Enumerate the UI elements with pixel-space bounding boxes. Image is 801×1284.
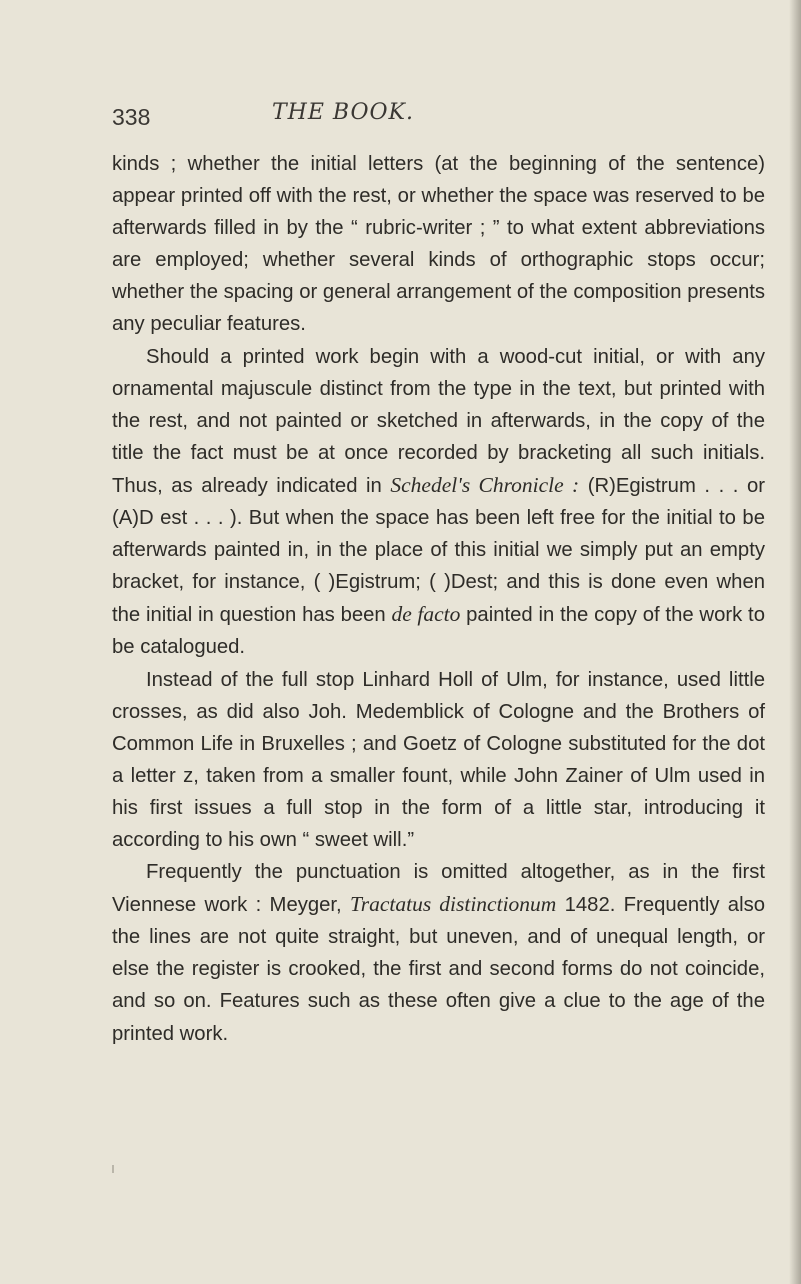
page-header [112,100,760,140]
paragraph-2 [112,341,765,664]
paragraph-2-text-c: painted in the copy of the work to be catalogued. [112,604,765,659]
paragraph-2-text-b: (R)Egistrum . . . or (A)D est . . . ). But when the space has been left free for the initial to be afterwards painted in, in the place of this initial we simply put an empty bracket, for instance, ( )Egistrum; ( )Dest; and this is done even when the initial in question has been [112,474,765,627]
paragraph-4-text-b: 1482. Frequently also the lines are not quite straight, but uneven, and of unequal length, or else the register is crooked, the first and second forms do not coincide, and so on. Features such as these often give a clue to the age of the printed work. [112,894,765,1045]
chronicle-title: Schedel's Chronicle : [390,472,580,497]
body-text [112,148,765,1050]
paragraph-4 [112,856,765,1050]
tractatus-title: Tractatus distinctionum [349,892,557,917]
paragraph-1 [112,148,765,341]
paragraph-1-text: kinds ; whether the initial letters (at the beginning of the sentence) appear printed off with the rest, or whether the space was reserved to be afterwards filled in by the “ rubric-writer ; ” to what extent abbreviations are employed; whether several kinds of orthographic stops occur; whether the spacing or general arrangement of the composition presents any peculiar features. [112,153,765,336]
de-facto-phrase: de facto [391,602,461,627]
running-head: THE BOOK. [272,100,414,125]
paragraph-4-text-a: Frequently the punctuation is omitted altogether, as in the first Viennese work : Meyger, [112,861,765,917]
page-edge-shadow [789,0,801,1284]
print-mark [112,1165,114,1173]
paragraph-3-text: Instead of the full stop Linhard Holl of Ulm, for instance, used little crosses, as did also Joh. Medemblick of Cologne and the Brothers of Common Life in Bruxelles ; and Goetz of Cologne substituted for the dot a letter z, taken from a smaller fount, while John Zainer of Ulm used in his first issues a full stop in the form of a little star, introducing it according to his own “ sweet will.” [112,668,765,851]
page-number: 338 [112,104,151,130]
paragraph-3 [112,664,765,857]
paragraph-2-text-a: Should a printed work begin with a wood-cut initial, or with any ornamental majuscule distinct from the type in the text, but printed with the rest, and not painted or sketched in afterwards, in the copy of the title the fact must be at once recorded by bracketing all such initials. Thus, as already indicated in [112,345,765,497]
